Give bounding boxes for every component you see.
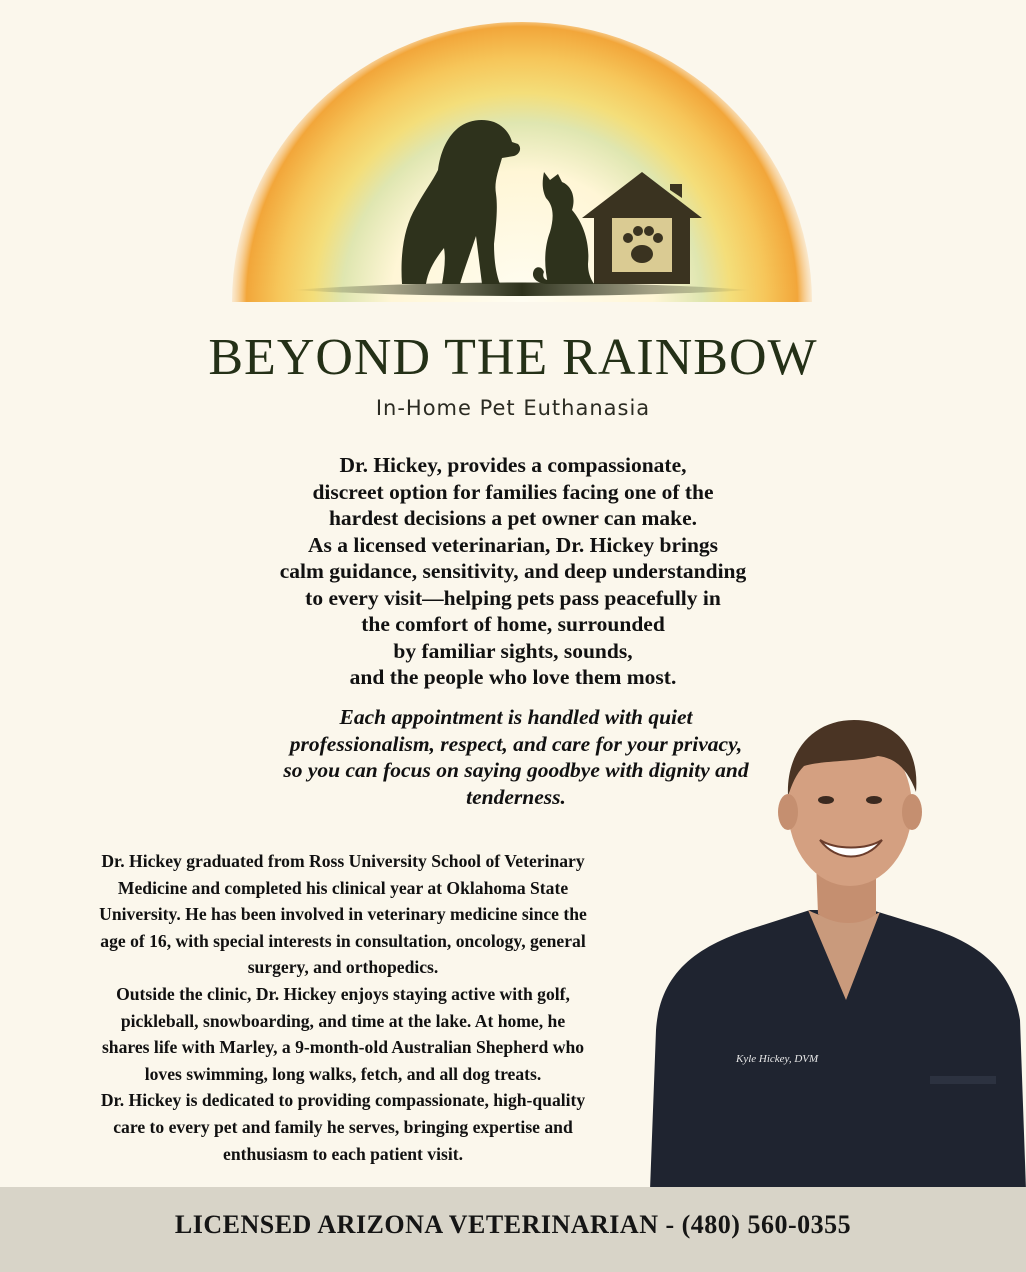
footer-license-phone: LICENSED ARIZONA VETERINARIAN - (480) 560-0355 [174, 1210, 852, 1239]
privacy-line: Each appointment is handled with quiet [339, 705, 693, 729]
bio-line: loves swimming, long walks, fetch, and all dog treats. [144, 1063, 542, 1084]
bio-line: Outside the clinic, Dr. Hickey enjoys staying active with golf, [116, 983, 570, 1004]
privacy-line: tenderness. [466, 784, 566, 809]
intro-line: calm guidance, sensitivity, and deep understanding [279, 559, 747, 583]
intro-line: hardest decisions a pet owner can make. [328, 506, 698, 530]
bio-line: University. He has been involved in veterinary medicine since the [99, 904, 587, 925]
intro-line: Dr. Hickey, provides a compassionate, [339, 453, 687, 477]
privacy-line: so you can focus on saying goodbye with dignity and [283, 758, 749, 782]
intro-line: to every visit—helping pets pass peacefully in [305, 585, 721, 610]
intro-line: by familiar sights, sounds, [393, 638, 633, 663]
veterinarian-photo [640, 700, 1026, 1190]
bio-line: Dr. Hickey is dedicated to providing compassionate, high-quality [100, 1090, 586, 1111]
bio-line: enthusiasm to each patient visit. [223, 1143, 463, 1164]
brand-subtitle: In-Home Pet Euthanasia [375, 396, 651, 420]
bio-line: pickleball, snowboarding, and time at the lake. At home, he [120, 1010, 566, 1031]
bio-paragraph [18, 848, 668, 1167]
bio-line: age of 16, with special interests in consultation, oncology, general [100, 930, 586, 951]
brand-title: BEYOND THE RAINBOW [208, 329, 818, 386]
bio-line: care to every pet and family he serves, bringing expertise and [113, 1116, 573, 1137]
intro-line: the comfort of home, surrounded [361, 612, 665, 636]
intro-line: As a licensed veterinarian, Dr. Hickey brings [307, 532, 719, 557]
intro-paragraph [200, 452, 826, 691]
privacy-line: professionalism, respect, and care for your privacy, [289, 731, 743, 756]
rainbow-logo [232, 22, 812, 312]
bio-line: surgery, and orthopedics. [247, 957, 439, 978]
bio-line: Medicine and completed his clinical year at Oklahoma State [117, 877, 569, 898]
bio-line: shares life with Marley, a 9-month-old Australian Shepherd who [101, 1037, 585, 1058]
intro-line: and the people who love them most. [349, 665, 677, 689]
scrub-embroidery: Kyle Hickey, DVM [736, 1053, 819, 1065]
bio-line: Dr. Hickey graduated from Ross University School of Veterinary [101, 851, 585, 871]
intro-line: discreet option for families facing one of the [312, 479, 714, 504]
